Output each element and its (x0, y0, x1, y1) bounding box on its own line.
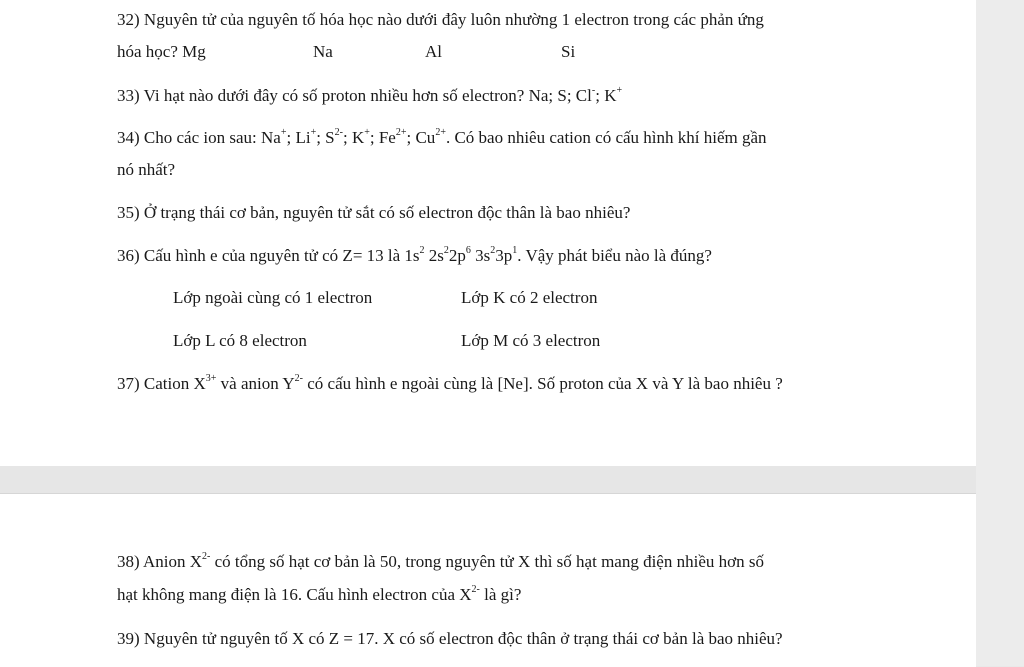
question-38-line-1 (117, 551, 764, 573)
q37-mid: và anion Y (216, 374, 295, 393)
q34-ion-list (261, 128, 446, 147)
q36-sup: 1 (512, 245, 518, 257)
q34-ion: ; S (316, 128, 335, 147)
q32-option-na: Na (313, 42, 333, 61)
page-gap (0, 466, 976, 493)
q36-sup: 2 (419, 245, 425, 257)
q36-term: 2p (448, 246, 466, 265)
viewer-gutter (976, 0, 1024, 666)
q37-suffix: có cấu hình e ngoài cùng là [Ne]. Số proton của X và Y là bao nhiêu ? (302, 374, 783, 393)
q38-prefix: 38) Anion X (117, 552, 202, 571)
q32-text: 32) Nguyên tử của nguyên tố hóa học nào dưới đây luôn nhường 1 electron trong các phản ứng (117, 10, 764, 29)
q34-suffix: . Có bao nhiêu cation có cấu hình khí hiếm gần (445, 128, 767, 147)
question-35 (117, 202, 630, 224)
q39-text: 39) Nguyên tử nguyên tố X có Z = 17. X có số electron độc thân ở trạng thái cơ bản là bao nhiêu? (117, 629, 783, 648)
q36-option-a: Lớp ngoài cùng có 1 electron (173, 288, 373, 307)
q34-ion-charge: 2+ (435, 127, 446, 139)
q34-ion-charge: + (310, 127, 317, 139)
question-34-line-2 (117, 159, 175, 181)
q34-ion-charge: + (280, 127, 287, 139)
q36-sup: 6 (465, 245, 471, 257)
question-39 (117, 628, 783, 650)
question-38-line-2 (117, 584, 521, 606)
q38-x-charge: 2- (202, 551, 211, 563)
q36-sup: 2 (443, 245, 449, 257)
q36-sup: 2 (490, 245, 496, 257)
q34-line-2: nó nhất? (117, 160, 176, 179)
q36-prefix: 36) Cấu hình e của nguyên tử có Z= 13 là 1s (117, 246, 420, 265)
q36-term: 2s (424, 246, 444, 265)
q34-ion-charge: 2+ (395, 127, 407, 139)
q38-line-2: hạt không mang điện là 16. Cấu hình electron của X (117, 585, 472, 604)
q38-line-2-suffix: là gì? (479, 585, 522, 604)
q34-prefix: 34) Cho các ion sau: (117, 128, 261, 147)
q36-suffix: . Vậy phát biểu nào là đúng? (517, 246, 712, 265)
q36-term: 3s (470, 246, 491, 265)
q34-ion: ; Cu (406, 128, 436, 147)
q35-text: 35) Ở trạng thái cơ bản, nguyên tử sắt có số electron độc thân là bao nhiêu? (117, 203, 631, 222)
q36-term: 3p (495, 246, 513, 265)
q32-option-si: Si (561, 42, 576, 61)
q37-prefix: 37) Cation X (117, 374, 206, 393)
document-page-2 (0, 493, 976, 667)
q37-y-charge: 2- (294, 373, 303, 385)
q38-suffix: có tổng số hạt cơ bản là 50, trong nguyên tử X thì số hạt mang điện nhiều hơn số (210, 552, 764, 571)
q34-ion: ; Li (286, 128, 311, 147)
question-34-line-1 (117, 127, 767, 149)
q33-cl-charge: - (591, 85, 596, 97)
q34-ion: ; K (342, 128, 365, 147)
question-32-line-1 (117, 9, 764, 31)
q34-ion: ; Fe (369, 128, 396, 147)
question-32-line-2 (117, 41, 206, 63)
question-36 (117, 245, 712, 267)
q33-k: ; K (595, 86, 617, 105)
q38-x-charge-2: 2- (471, 584, 480, 596)
q34-ion: Na (261, 128, 281, 147)
q37-x-charge: 3+ (205, 373, 217, 385)
q36-option-d: Lớp M có 3 electron (461, 331, 601, 350)
q33-k-charge: + (616, 85, 623, 97)
q33-text: 33) Vi hạt nào dưới đây có số proton nhiều hơn số electron? Na; S; Cl (117, 86, 592, 105)
q36-option-b: Lớp K có 2 electron (461, 288, 598, 307)
q36-option-c: Lớp L có 8 electron (173, 331, 307, 350)
question-37 (117, 373, 783, 395)
q32-option-mg: hóa học? Mg (117, 42, 206, 61)
q34-ion-charge: 2- (334, 127, 343, 139)
q32-option-al: Al (425, 42, 442, 61)
question-33 (117, 85, 622, 107)
q34-ion-charge: + (364, 127, 370, 139)
